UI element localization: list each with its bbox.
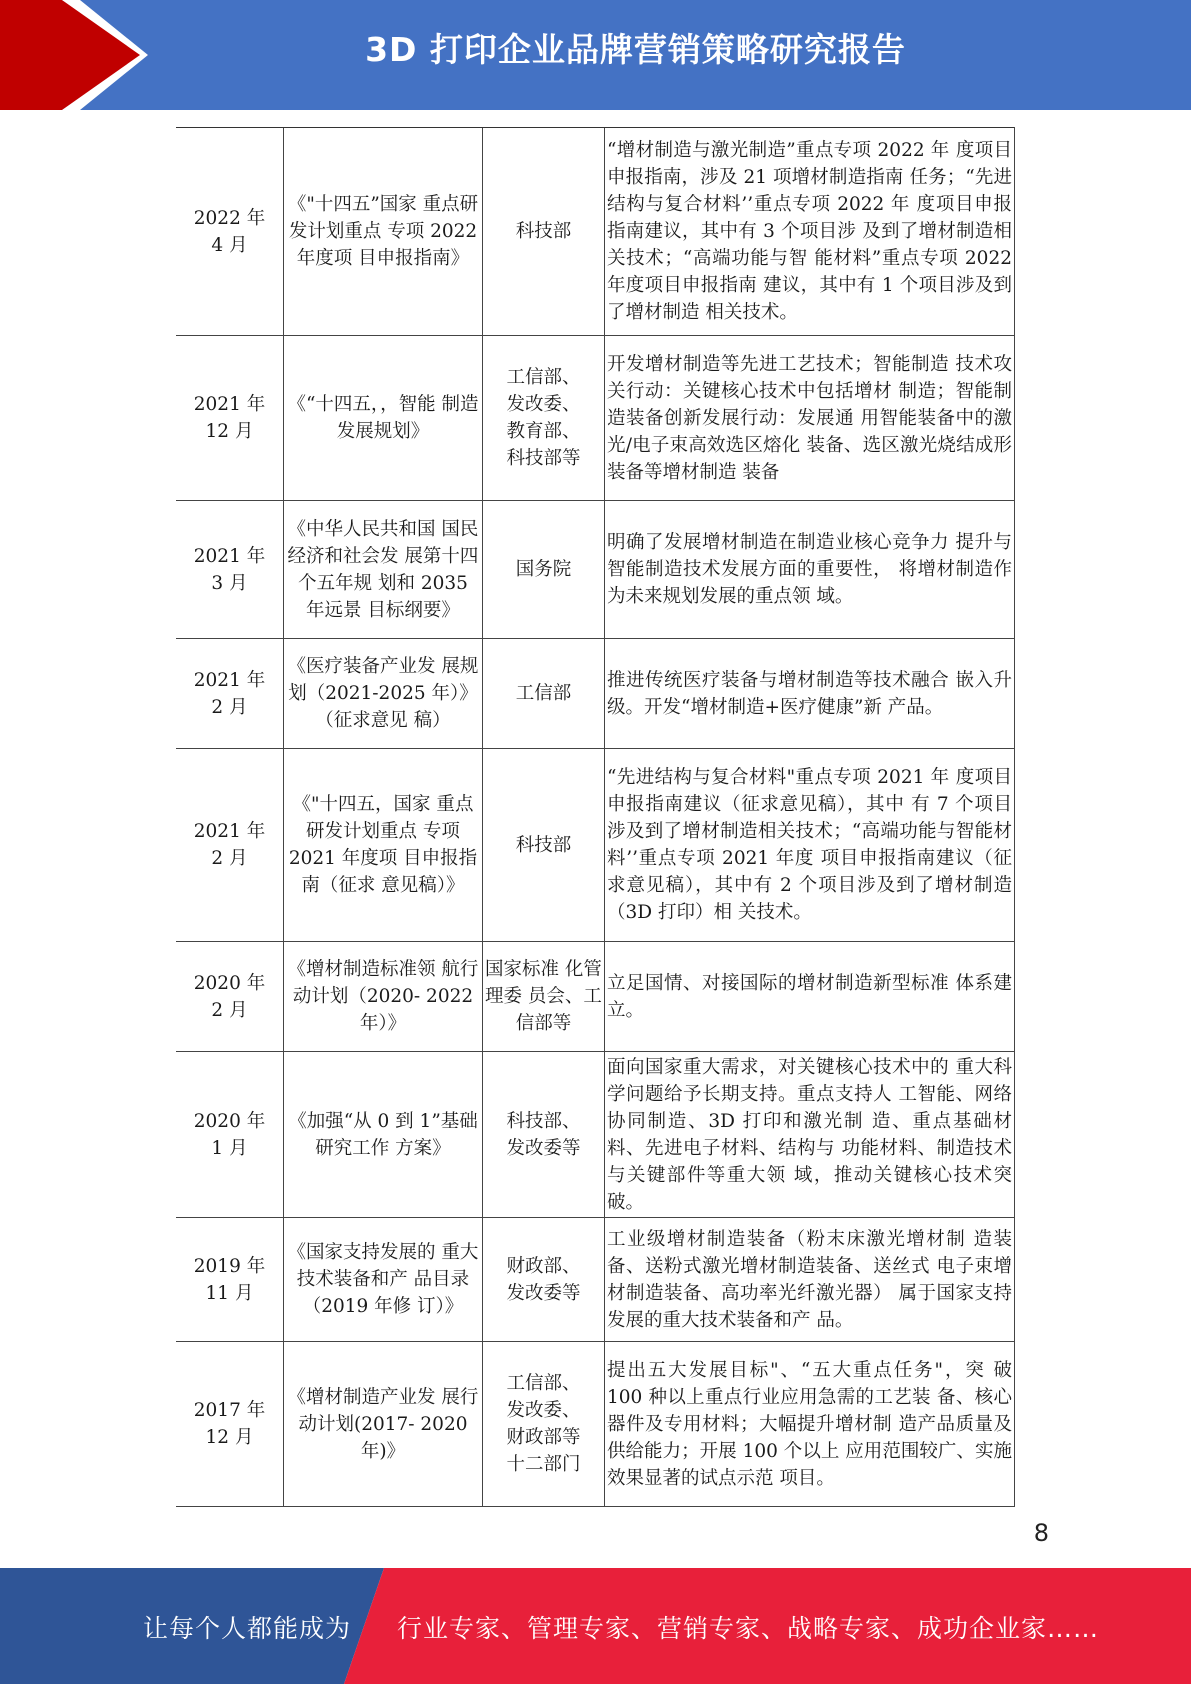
row-date: 2021 年 12 月 xyxy=(176,336,284,501)
row-date: 2021 年 2 月 xyxy=(176,639,284,749)
row-content: “先进结构与复合材料"重点专项 2021 年 度项目申报指南建议（征求意见稿），其中 有 7 个项目涉及到了增材制造相关技术；“高端功能与智能材料’’重点专项 2021 年度 项目申报指南建议（征求意见稿），其中有 2 个项目涉及到了增材制造（3D 打印）相 关技术。 xyxy=(605,749,1015,942)
row-policy-name: 《国家支持发展的 重大技术装备和产 品目录（2019 年修 订）》 xyxy=(284,1218,483,1342)
page-footer xyxy=(0,1568,1191,1684)
row-department: 工信部 xyxy=(483,639,605,749)
footer-slogan-right: 行业专家、管理专家、营销专家、战略专家、成功企业家…… xyxy=(397,1614,1100,1643)
row-content: 明确了发展增材制造在制造业核心竞争力 提升与智能制造技术发展方面的重要性， 将增材制造作为未来规划发展的重点领 域。 xyxy=(605,501,1015,639)
row-department: 国务院 xyxy=(483,501,605,639)
row-date: 2017 年 12 月 xyxy=(176,1342,284,1507)
row-policy-name: 《"十四五”国家 重点研发计划重点 专项 2022 年度项 目申报指南》 xyxy=(284,128,483,336)
row-policy-name: 《中华人民共和国 国民经济和社会发 展第十四个五年规 划和 2035 年远景 目标纲要》 xyxy=(284,501,483,639)
row-policy-name: 《“十四五，，智能 制造发展规划》 xyxy=(284,336,483,501)
row-department: 科技部 xyxy=(483,128,605,336)
row-content: 立足国情、对接国际的增材制造新型标准 体系建立。 xyxy=(605,942,1015,1052)
row-department: 科技部 xyxy=(483,749,605,942)
row-policy-name: 《加强“从 0 到 1”基础研究工作 方案》 xyxy=(284,1052,483,1218)
row-content: 工业级增材制造装备（粉末床激光增材制 造装备、送粉式激光增材制造装备、送丝式 电子束增材制造装备、高功率光纤激光器） 属于国家支持发展的重大技术装备和产 品。 xyxy=(605,1218,1015,1342)
row-date: 2020 年 2 月 xyxy=(176,942,284,1052)
table-row xyxy=(176,501,1015,639)
row-content: 推进传统医疗装备与增材制造等技术融合 嵌入升级。开发“增材制造+医疗健康”新 产品。 xyxy=(605,639,1015,749)
row-date: 2021 年 3 月 xyxy=(176,501,284,639)
row-date: 2022 年 4 月 xyxy=(176,128,284,336)
row-department: 国家标准 化管理委 员会、工 信部等 xyxy=(483,942,605,1052)
page-title: 3D 打印企业品牌营销策略研究报告 xyxy=(365,30,906,69)
row-date: 2019 年 11 月 xyxy=(176,1218,284,1342)
page-header xyxy=(0,0,1191,110)
table-row xyxy=(176,639,1015,749)
table-row xyxy=(176,128,1015,336)
row-policy-name: 《医疗装备产业发 展规划（2021-2025 年）》（征求意见 稿） xyxy=(284,639,483,749)
row-department: 科技部、 发改委等 xyxy=(483,1052,605,1218)
row-content: “增材制造与激光制造”重点专项 2022 年 度项目申报指南，涉及 21 项增材制造指南 任务；“先进结构与复合材料’’重点专项 2022 年 度项目申报指南建议，其中有 3 个项目涉 及到了增材制造相关技术；“高端功能与智 能材料”重点专项 2022 年度项目申报指南 建议，其中有 1 个项目涉及到了增材制造 相关技术。 xyxy=(605,128,1015,336)
row-content: 开发增材制造等先进工艺技术；智能制造 技术攻关行动：关键核心技术中包括增材 制造；智能制造装备创新发展行动：发展通 用智能装备中的激光/电子束高效选区熔化 装备、选区激光烧结成形装备等增材制造 装备 xyxy=(605,336,1015,501)
page-number: 8 xyxy=(1033,1519,1049,1547)
table-row xyxy=(176,942,1015,1052)
table-row xyxy=(176,1052,1015,1218)
row-date: 2020 年 1 月 xyxy=(176,1052,284,1218)
table-row xyxy=(176,749,1015,942)
row-content: 提出五大发展目标"、“五大重点任务"，突 破 100 种以上重点行业应用急需的工艺装 备、核心器件及专用材料；大幅提升增材制 造产品质量及供给能力；开展 100 个以上 应用范围较广、实施效果显著的试点示范 项目。 xyxy=(605,1342,1015,1507)
row-policy-name: 《增材制造标准领 航行动计划（2020- 2022 年）》 xyxy=(284,942,483,1052)
row-department: 工信部、 发改委、 财政部等 十二部门 xyxy=(483,1342,605,1507)
row-content: 面向国家重大需求，对关键核心技术中的 重大科学问题给予长期支持。重点支持人 工智能、网络协同制造、3D 打印和激光制 造、重点基础材料、先进电子材料、结构与 功能材料、制造技术与关键部件等重大领 域，推动关键核心技术突破。 xyxy=(605,1052,1015,1218)
row-policy-name: 《增材制造产业发 展行动计划(2017- 2020 年)》 xyxy=(284,1342,483,1507)
policy-table xyxy=(176,127,1015,1507)
row-department: 工信部、 发改委、 教育部、 科技部等 xyxy=(483,336,605,501)
table-row xyxy=(176,1342,1015,1507)
footer-slogan-left: 让每个人都能成为 xyxy=(143,1614,352,1643)
table-row xyxy=(176,336,1015,501)
table-row xyxy=(176,1218,1015,1342)
row-date: 2021 年 2 月 xyxy=(176,749,284,942)
row-policy-name: 《"十四五，国家 重点研发计划重点 专项 2021 年度项 目申报指南（征求 意见稿）》 xyxy=(284,749,483,942)
row-department: 财政部、 发改委等 xyxy=(483,1218,605,1342)
